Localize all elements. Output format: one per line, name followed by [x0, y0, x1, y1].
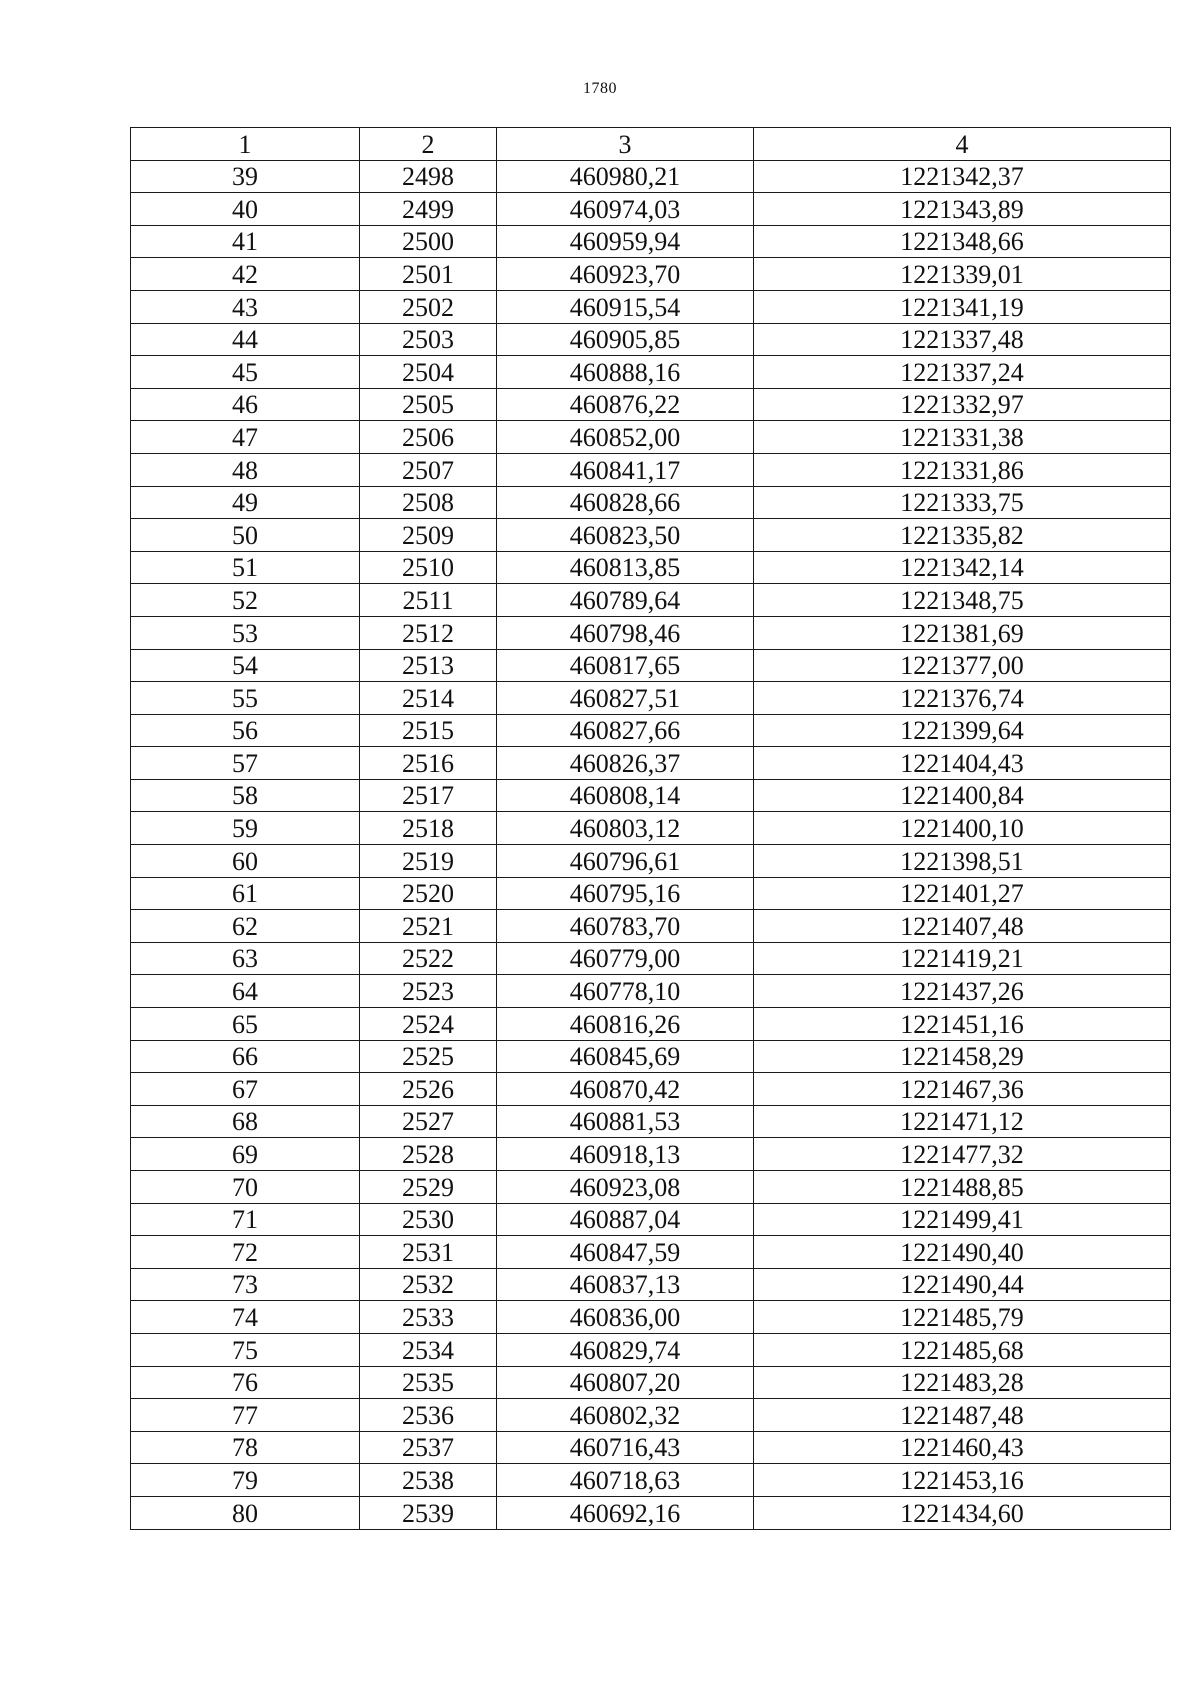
point-id-cell: 2525 [360, 1040, 497, 1073]
point-number-cell: 45 [131, 356, 360, 389]
y-coordinate-cell: 1221333,75 [754, 486, 1171, 519]
y-coordinate-cell: 1221407,48 [754, 910, 1171, 943]
point-number-cell: 57 [131, 747, 360, 780]
x-coordinate-cell: 460816,26 [497, 1008, 754, 1041]
y-coordinate-cell: 1221467,36 [754, 1073, 1171, 1106]
y-coordinate-cell: 1221485,79 [754, 1301, 1171, 1334]
point-id-cell: 2503 [360, 323, 497, 356]
x-coordinate-cell: 460718,63 [497, 1464, 754, 1497]
x-coordinate-cell: 460779,00 [497, 942, 754, 975]
table-row [131, 519, 1171, 552]
point-id-cell: 2535 [360, 1366, 497, 1399]
point-number-cell: 64 [131, 975, 360, 1008]
point-number-cell: 51 [131, 551, 360, 584]
y-coordinate-cell: 1221339,01 [754, 258, 1171, 291]
table-body [131, 160, 1171, 1529]
table-row [131, 1301, 1171, 1334]
point-id-cell: 2499 [360, 193, 497, 226]
point-id-cell: 2514 [360, 682, 497, 715]
y-coordinate-cell: 1221477,32 [754, 1138, 1171, 1171]
point-id-cell: 2520 [360, 877, 497, 910]
y-coordinate-cell: 1221485,68 [754, 1333, 1171, 1366]
point-number-cell: 74 [131, 1301, 360, 1334]
x-coordinate-cell: 460813,85 [497, 551, 754, 584]
x-coordinate-cell: 460837,13 [497, 1268, 754, 1301]
point-number-cell: 76 [131, 1366, 360, 1399]
point-number-cell: 50 [131, 519, 360, 552]
x-coordinate-cell: 460798,46 [497, 616, 754, 649]
y-coordinate-cell: 1221488,85 [754, 1171, 1171, 1204]
table-row [131, 910, 1171, 943]
y-coordinate-cell: 1221437,26 [754, 975, 1171, 1008]
point-number-cell: 70 [131, 1171, 360, 1204]
x-coordinate-cell: 460876,22 [497, 388, 754, 421]
table-row [131, 714, 1171, 747]
page-number: 1780 [583, 80, 617, 97]
y-coordinate-cell: 1221342,14 [754, 551, 1171, 584]
y-coordinate-cell: 1221377,00 [754, 649, 1171, 682]
table-row [131, 421, 1171, 454]
table-row [131, 1008, 1171, 1041]
point-number-cell: 78 [131, 1431, 360, 1464]
y-coordinate-cell: 1221419,21 [754, 942, 1171, 975]
point-id-cell: 2511 [360, 584, 497, 617]
y-coordinate-cell: 1221341,19 [754, 290, 1171, 323]
point-id-cell: 2533 [360, 1301, 497, 1334]
table-row [131, 747, 1171, 780]
table-row [131, 1236, 1171, 1269]
x-coordinate-cell: 460881,53 [497, 1105, 754, 1138]
point-id-cell: 2505 [360, 388, 497, 421]
y-coordinate-cell: 1221499,41 [754, 1203, 1171, 1236]
point-id-cell: 2516 [360, 747, 497, 780]
x-coordinate-cell: 460783,70 [497, 910, 754, 943]
x-coordinate-cell: 460918,13 [497, 1138, 754, 1171]
table-row [131, 616, 1171, 649]
point-id-cell: 2531 [360, 1236, 497, 1269]
x-coordinate-cell: 460823,50 [497, 519, 754, 552]
table-row [131, 193, 1171, 226]
y-coordinate-cell: 1221331,38 [754, 421, 1171, 454]
point-id-cell: 2500 [360, 225, 497, 258]
point-number-cell: 54 [131, 649, 360, 682]
point-number-cell: 68 [131, 1105, 360, 1138]
y-coordinate-cell: 1221337,24 [754, 356, 1171, 389]
point-id-cell: 2509 [360, 519, 497, 552]
y-coordinate-cell: 1221332,97 [754, 388, 1171, 421]
table-row [131, 845, 1171, 878]
point-id-cell: 2532 [360, 1268, 497, 1301]
y-coordinate-cell: 1221399,64 [754, 714, 1171, 747]
point-number-cell: 79 [131, 1464, 360, 1497]
table-row [131, 388, 1171, 421]
column-header-2: 2 [360, 128, 497, 161]
y-coordinate-cell: 1221376,74 [754, 682, 1171, 715]
y-coordinate-cell: 1221331,86 [754, 453, 1171, 486]
table-row [131, 682, 1171, 715]
point-number-cell: 40 [131, 193, 360, 226]
table-row [131, 290, 1171, 323]
point-id-cell: 2526 [360, 1073, 497, 1106]
table-row [131, 1464, 1171, 1497]
point-id-cell: 2539 [360, 1496, 497, 1529]
point-number-cell: 66 [131, 1040, 360, 1073]
x-coordinate-cell: 460795,16 [497, 877, 754, 910]
x-coordinate-cell: 460828,66 [497, 486, 754, 519]
y-coordinate-cell: 1221490,44 [754, 1268, 1171, 1301]
point-id-cell: 2510 [360, 551, 497, 584]
column-header-3: 3 [497, 128, 754, 161]
point-number-cell: 69 [131, 1138, 360, 1171]
point-number-cell: 46 [131, 388, 360, 421]
table-row [131, 649, 1171, 682]
table-row [131, 779, 1171, 812]
header-row [131, 128, 1171, 161]
x-coordinate-cell: 460974,03 [497, 193, 754, 226]
y-coordinate-cell: 1221453,16 [754, 1464, 1171, 1497]
point-number-cell: 41 [131, 225, 360, 258]
table-row [131, 1333, 1171, 1366]
point-number-cell: 73 [131, 1268, 360, 1301]
point-number-cell: 71 [131, 1203, 360, 1236]
y-coordinate-cell: 1221483,28 [754, 1366, 1171, 1399]
table-row [131, 551, 1171, 584]
column-header-4: 4 [754, 128, 1171, 161]
point-number-cell: 67 [131, 1073, 360, 1106]
x-coordinate-cell: 460817,65 [497, 649, 754, 682]
table-row [131, 356, 1171, 389]
x-coordinate-cell: 460836,00 [497, 1301, 754, 1334]
table-row [131, 975, 1171, 1008]
x-coordinate-cell: 460847,59 [497, 1236, 754, 1269]
point-number-cell: 72 [131, 1236, 360, 1269]
x-coordinate-cell: 460887,04 [497, 1203, 754, 1236]
point-number-cell: 48 [131, 453, 360, 486]
point-id-cell: 2522 [360, 942, 497, 975]
y-coordinate-cell: 1221342,37 [754, 160, 1171, 193]
point-id-cell: 2530 [360, 1203, 497, 1236]
x-coordinate-cell: 460888,16 [497, 356, 754, 389]
point-id-cell: 2534 [360, 1333, 497, 1366]
x-coordinate-cell: 460827,51 [497, 682, 754, 715]
point-number-cell: 58 [131, 779, 360, 812]
table-row [131, 486, 1171, 519]
x-coordinate-cell: 460803,12 [497, 812, 754, 845]
table-row [131, 1366, 1171, 1399]
table-row [131, 1399, 1171, 1432]
y-coordinate-cell: 1221434,60 [754, 1496, 1171, 1529]
table-row [131, 584, 1171, 617]
table-row [131, 877, 1171, 910]
point-number-cell: 53 [131, 616, 360, 649]
y-coordinate-cell: 1221348,75 [754, 584, 1171, 617]
table-row [131, 1268, 1171, 1301]
x-coordinate-cell: 460852,00 [497, 421, 754, 454]
point-id-cell: 2508 [360, 486, 497, 519]
x-coordinate-cell: 460807,20 [497, 1366, 754, 1399]
table-row [131, 323, 1171, 356]
y-coordinate-cell: 1221471,12 [754, 1105, 1171, 1138]
x-coordinate-cell: 460959,94 [497, 225, 754, 258]
table-row [131, 812, 1171, 845]
x-coordinate-cell: 460808,14 [497, 779, 754, 812]
point-id-cell: 2536 [360, 1399, 497, 1432]
point-id-cell: 2529 [360, 1171, 497, 1204]
y-coordinate-cell: 1221398,51 [754, 845, 1171, 878]
table-row [131, 225, 1171, 258]
y-coordinate-cell: 1221458,29 [754, 1040, 1171, 1073]
coordinates-table [130, 127, 1171, 1530]
table-row [131, 1203, 1171, 1236]
x-coordinate-cell: 460692,16 [497, 1496, 754, 1529]
y-coordinate-cell: 1221401,27 [754, 877, 1171, 910]
point-number-cell: 47 [131, 421, 360, 454]
point-number-cell: 49 [131, 486, 360, 519]
point-number-cell: 55 [131, 682, 360, 715]
table-row [131, 1496, 1171, 1529]
x-coordinate-cell: 460923,08 [497, 1171, 754, 1204]
x-coordinate-cell: 460841,17 [497, 453, 754, 486]
point-id-cell: 2518 [360, 812, 497, 845]
table-row [131, 1040, 1171, 1073]
point-id-cell: 2517 [360, 779, 497, 812]
x-coordinate-cell: 460980,21 [497, 160, 754, 193]
point-id-cell: 2506 [360, 421, 497, 454]
point-number-cell: 61 [131, 877, 360, 910]
x-coordinate-cell: 460826,37 [497, 747, 754, 780]
point-number-cell: 44 [131, 323, 360, 356]
table-row [131, 1073, 1171, 1106]
point-id-cell: 2515 [360, 714, 497, 747]
point-number-cell: 75 [131, 1333, 360, 1366]
table-row [131, 258, 1171, 291]
point-number-cell: 59 [131, 812, 360, 845]
point-id-cell: 2538 [360, 1464, 497, 1497]
point-id-cell: 2513 [360, 649, 497, 682]
point-id-cell: 2528 [360, 1138, 497, 1171]
point-id-cell: 2519 [360, 845, 497, 878]
x-coordinate-cell: 460796,61 [497, 845, 754, 878]
y-coordinate-cell: 1221337,48 [754, 323, 1171, 356]
point-number-cell: 77 [131, 1399, 360, 1432]
x-coordinate-cell: 460829,74 [497, 1333, 754, 1366]
point-id-cell: 2521 [360, 910, 497, 943]
table-row [131, 1431, 1171, 1464]
y-coordinate-cell: 1221348,66 [754, 225, 1171, 258]
y-coordinate-cell: 1221404,43 [754, 747, 1171, 780]
table-row [131, 160, 1171, 193]
table-row [131, 942, 1171, 975]
x-coordinate-cell: 460716,43 [497, 1431, 754, 1464]
y-coordinate-cell: 1221400,10 [754, 812, 1171, 845]
x-coordinate-cell: 460845,69 [497, 1040, 754, 1073]
x-coordinate-cell: 460778,10 [497, 975, 754, 1008]
y-coordinate-cell: 1221343,89 [754, 193, 1171, 226]
x-coordinate-cell: 460870,42 [497, 1073, 754, 1106]
y-coordinate-cell: 1221451,16 [754, 1008, 1171, 1041]
x-coordinate-cell: 460789,64 [497, 584, 754, 617]
table-row [131, 1138, 1171, 1171]
point-number-cell: 65 [131, 1008, 360, 1041]
point-number-cell: 80 [131, 1496, 360, 1529]
table-row [131, 453, 1171, 486]
point-id-cell: 2524 [360, 1008, 497, 1041]
y-coordinate-cell: 1221335,82 [754, 519, 1171, 552]
point-number-cell: 62 [131, 910, 360, 943]
point-id-cell: 2537 [360, 1431, 497, 1464]
table-header [131, 128, 1171, 161]
x-coordinate-cell: 460905,85 [497, 323, 754, 356]
point-id-cell: 2527 [360, 1105, 497, 1138]
y-coordinate-cell: 1221381,69 [754, 616, 1171, 649]
x-coordinate-cell: 460923,70 [497, 258, 754, 291]
point-id-cell: 2507 [360, 453, 497, 486]
point-number-cell: 42 [131, 258, 360, 291]
point-id-cell: 2501 [360, 258, 497, 291]
point-number-cell: 60 [131, 845, 360, 878]
point-id-cell: 2504 [360, 356, 497, 389]
y-coordinate-cell: 1221487,48 [754, 1399, 1171, 1432]
point-id-cell: 2523 [360, 975, 497, 1008]
table-row [131, 1171, 1171, 1204]
point-id-cell: 2512 [360, 616, 497, 649]
x-coordinate-cell: 460827,66 [497, 714, 754, 747]
point-number-cell: 52 [131, 584, 360, 617]
y-coordinate-cell: 1221460,43 [754, 1431, 1171, 1464]
point-number-cell: 63 [131, 942, 360, 975]
point-number-cell: 56 [131, 714, 360, 747]
x-coordinate-cell: 460802,32 [497, 1399, 754, 1432]
x-coordinate-cell: 460915,54 [497, 290, 754, 323]
table-row [131, 1105, 1171, 1138]
y-coordinate-cell: 1221400,84 [754, 779, 1171, 812]
column-header-1: 1 [131, 128, 360, 161]
point-id-cell: 2502 [360, 290, 497, 323]
point-number-cell: 43 [131, 290, 360, 323]
point-id-cell: 2498 [360, 160, 497, 193]
point-number-cell: 39 [131, 160, 360, 193]
y-coordinate-cell: 1221490,40 [754, 1236, 1171, 1269]
